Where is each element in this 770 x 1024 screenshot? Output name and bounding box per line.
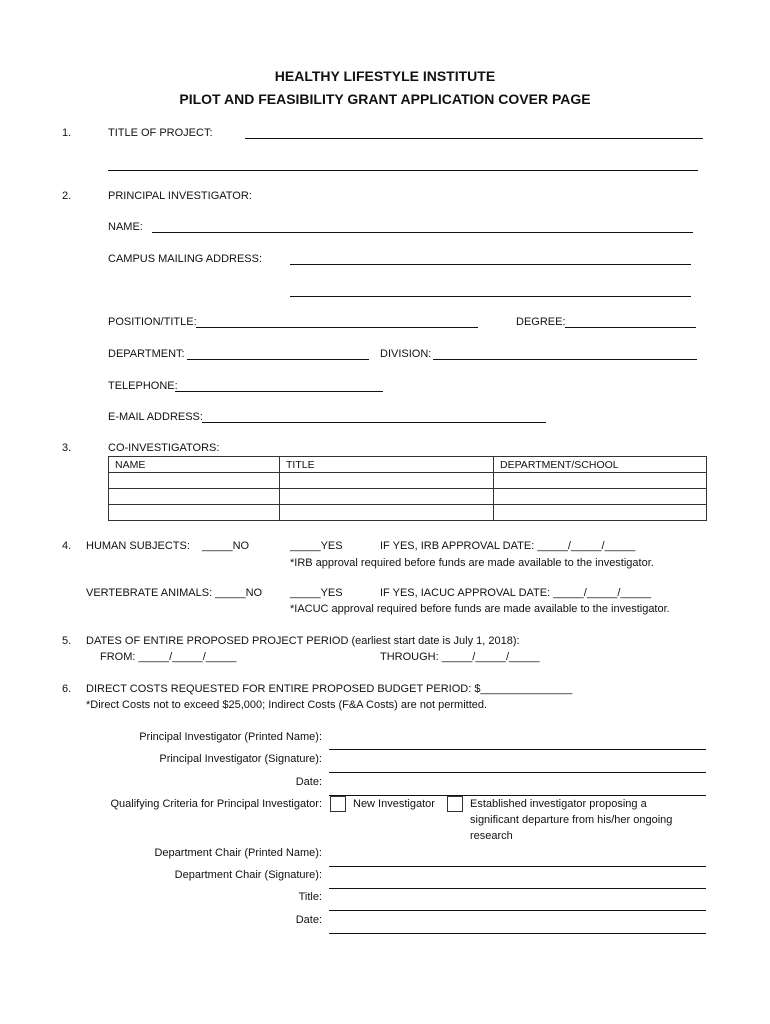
iacuc-approval-date[interactable]: IF YES, IACUC APPROVAL DATE: _____/_____/_____ [380,587,652,599]
form-subtitle: PILOT AND FEASIBILITY GRANT APPLICATION COVER PAGE [179,91,591,107]
table-cell[interactable] [494,489,707,505]
table-cell[interactable] [109,473,280,489]
section-1-number: 1. [62,127,72,139]
section-5-number: 5. [62,635,72,647]
table-cell[interactable] [280,505,494,521]
campus-address-label: CAMPUS MAILING ADDRESS: [108,253,263,265]
established-investigator-label-line2: significant departure from his/her ongoing [470,814,673,826]
table-row [109,489,707,505]
table-cell[interactable] [494,505,707,521]
vertebrate-animals-label: VERTEBRATE ANIMALS: [86,587,213,599]
established-investigator-label-line3: research [470,830,513,842]
established-investigator-checkbox[interactable] [447,796,463,812]
pi-printed-name-label: Principal Investigator (Printed Name): [139,731,322,743]
campus-address-field[interactable] [290,264,691,265]
human-subjects-label: HUMAN SUBJECTS: [86,540,190,552]
direct-costs-label: DIRECT COSTS REQUESTED FOR ENTIRE PROPOSED BUDGET PERIOD: $_______________ [86,683,573,695]
project-title-field[interactable] [245,138,703,139]
established-investigator-label-line1: Established investigator proposing a [470,798,647,810]
section-2-number: 2. [62,190,72,202]
column-header-title: TITLE [280,457,494,473]
form-title: HEALTHY LIFESTYLE INSTITUTE [274,68,496,84]
pi-signature-field[interactable] [329,772,706,773]
table-header-row [109,457,707,473]
vertebrate-animals-yes[interactable]: _____YES [290,587,343,599]
irb-approval-date[interactable]: IF YES, IRB APPROVAL DATE: _____/_____/_____ [380,540,636,552]
pi-label: PRINCIPAL INVESTIGATOR: [108,190,252,202]
table-cell[interactable] [109,489,280,505]
pi-date-label: Date: [295,776,322,788]
vertebrate-animals-no[interactable]: _____NO [215,587,263,599]
chair-title-label: Title: [298,891,322,903]
irb-note: *IRB approval required before funds are made available to the investigator. [290,557,654,569]
co-investigators-label: CO-INVESTIGATORS: [108,442,220,454]
table-row [109,473,707,489]
co-investigators-table [108,456,707,521]
project-title-field-line2[interactable] [108,170,698,171]
section-3-number: 3. [62,442,72,454]
new-investigator-label: New Investigator [353,798,435,810]
degree-label: DEGREE: [516,316,566,328]
table-cell[interactable] [280,489,494,505]
table-cell[interactable] [280,473,494,489]
pi-printed-name-field[interactable] [329,749,706,750]
iacuc-note: *IACUC approval required before funds are made available to the investigator. [290,603,670,615]
chair-signature-field[interactable] [329,888,706,889]
chair-printed-name-label: Department Chair (Printed Name): [154,847,322,859]
table-row [109,505,707,521]
department-label: DEPARTMENT: [108,348,185,360]
email-label: E-MAIL ADDRESS: [108,411,203,423]
project-title-label: TITLE OF PROJECT: [108,127,213,139]
direct-costs-note: *Direct Costs not to exceed $25,000; Indirect Costs (F&A Costs) are not permitted. [86,699,488,711]
column-header-department: DEPARTMENT/SCHOOL [494,457,707,473]
telephone-label: TELEPHONE: [108,380,178,392]
column-header-name: NAME [109,457,280,473]
chair-title-field[interactable] [329,910,706,911]
pi-name-label: NAME: [108,221,143,233]
section-4-number: 4. [62,540,72,552]
human-subjects-yes[interactable]: _____YES [290,540,343,552]
pi-signature-label: Principal Investigator (Signature): [159,753,322,765]
chair-signature-label: Department Chair (Signature): [174,869,322,881]
pi-name-field[interactable] [152,232,693,233]
campus-address-field-line2[interactable] [290,296,691,297]
department-field[interactable] [187,359,369,360]
position-field[interactable] [196,327,478,328]
from-date[interactable]: FROM: _____/_____/_____ [100,651,237,663]
new-investigator-checkbox[interactable] [330,796,346,812]
chair-date-label: Date: [295,914,322,926]
division-label: DIVISION: [380,348,432,360]
pi-date-field[interactable] [329,795,706,796]
degree-field[interactable] [565,327,696,328]
human-subjects-no[interactable]: _____NO [202,540,250,552]
table-cell[interactable] [109,505,280,521]
through-date[interactable]: THROUGH: _____/_____/_____ [380,651,540,663]
section-6-number: 6. [62,683,72,695]
position-label: POSITION/TITLE: [108,316,197,328]
division-field[interactable] [433,359,697,360]
project-period-label: DATES OF ENTIRE PROPOSED PROJECT PERIOD (earliest start date is July 1, 2018): [86,635,520,647]
table-cell[interactable] [494,473,707,489]
qualifying-criteria-label: Qualifying Criteria for Principal Investigator: [110,798,322,810]
email-field[interactable] [202,422,546,423]
chair-printed-name-field[interactable] [329,866,706,867]
chair-date-field[interactable] [329,933,706,934]
telephone-field[interactable] [175,391,383,392]
